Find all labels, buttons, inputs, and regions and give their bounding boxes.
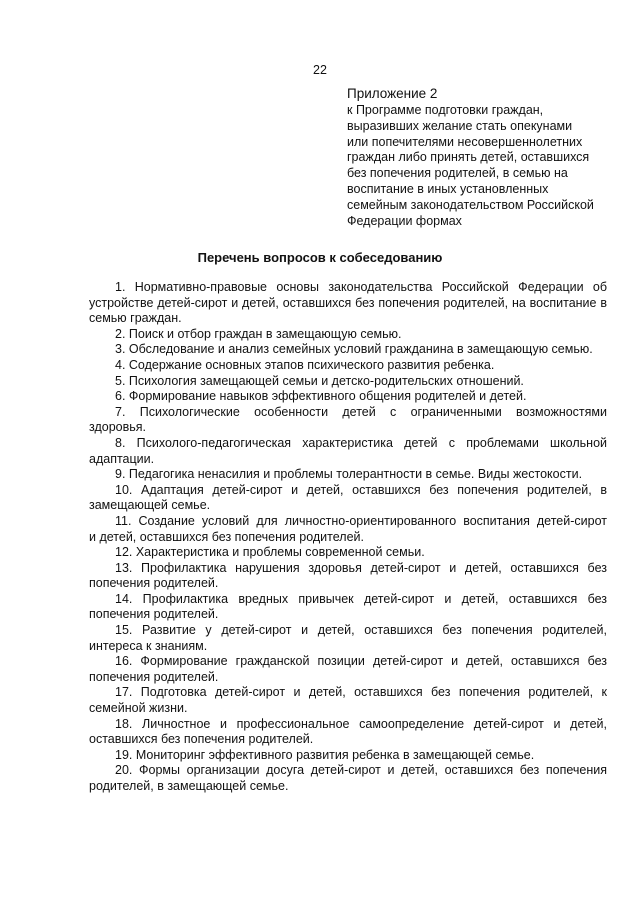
appendix-line: граждан либо принять детей, оставшихся <box>347 150 590 165</box>
question-line: 1. Нормативно-правовые основы законодательства Российской Федерации об <box>115 280 607 294</box>
question-item <box>89 654 607 685</box>
question-line: здоровья. <box>89 420 147 435</box>
question-line: 12. Характеристика и проблемы современной семьи. <box>115 545 425 560</box>
appendix-title: Приложение 2 <box>347 86 438 101</box>
question-item <box>89 374 607 390</box>
question-line: адаптации. <box>89 451 155 466</box>
document-title: Перечень вопросов к собеседованию <box>197 250 443 265</box>
appendix-line: семейным законодательством Российской <box>347 197 594 212</box>
question-line: оставшихся без попечения родителей. <box>89 732 314 747</box>
question-line: 19. Мониторинг эффективного развития ребенка в замещающей семье. <box>115 747 535 762</box>
question-item <box>89 748 607 764</box>
question-item <box>89 685 607 716</box>
question-item <box>89 280 607 327</box>
question-line: 2. Поиск и отбор граждан в замещающую семью. <box>115 326 402 341</box>
appendix-line: выразивших желание стать опекунами <box>347 118 573 133</box>
question-line: интереса к знаниям. <box>89 638 208 653</box>
question-item <box>89 389 607 405</box>
question-line: 9. Педагогика ненасилия и проблемы толерантности в семье. Виды жестокости. <box>115 467 583 482</box>
appendix-line: Федерации формах <box>347 213 462 228</box>
question-item <box>89 342 607 358</box>
question-item <box>89 561 607 592</box>
question-line: 18. Личностное и профессиональное самоопределение детей-сирот и детей, <box>115 716 607 731</box>
question-item <box>89 467 607 483</box>
question-line: 13. Профилактика нарушения здоровья детей-сирот и детей, оставшихся без <box>115 560 607 575</box>
question-line: 5. Психология замещающей семьи и детско-родительских отношений. <box>115 373 524 388</box>
question-line: попечения родителей. <box>89 669 219 684</box>
question-line: и детей, оставшихся без попечения родителей. <box>89 529 364 544</box>
question-list <box>89 280 607 795</box>
question-item <box>89 763 607 794</box>
question-item <box>89 405 607 436</box>
question-line: родителей, в замещающей семье. <box>89 779 289 793</box>
appendix-block <box>347 85 615 229</box>
question-item <box>89 514 607 545</box>
question-item <box>89 623 607 654</box>
question-line: 15. Развитие у детей-сирот и детей, оставшихся без попечения родителей, <box>115 623 607 638</box>
page-number: 22 <box>313 63 327 77</box>
question-line: семейной жизни. <box>89 701 188 716</box>
question-line: 10. Адаптация детей-сирот и детей, оставшихся без попечения родителей, в <box>115 482 607 497</box>
appendix-line: воспитание в иных установленных <box>347 181 549 196</box>
question-item <box>89 436 607 467</box>
question-line: 20. Формы организации досуга детей-сирот и детей, оставшихся без попечения <box>115 763 607 778</box>
appendix-line: или попечителями несовершеннолетних <box>347 134 583 149</box>
question-line: семью граждан. <box>89 311 182 326</box>
question-line: 17. Подготовка детей-сирот и детей, оставшихся без попечения родителей, к <box>115 685 607 700</box>
question-item <box>89 358 607 374</box>
question-line: замещающей семье. <box>89 498 211 513</box>
question-item <box>89 592 607 623</box>
question-line: 11. Создание условий для личностно-ориентированного воспитания детей-сирот <box>115 513 607 528</box>
question-line: устройстве детей-сирот и детей, оставшихся без попечения родителей, на воспитание в <box>89 295 607 310</box>
appendix-line: к Программе подготовки граждан, <box>347 103 544 117</box>
question-item <box>89 483 607 514</box>
question-line: 4. Содержание основных этапов психического развития ребенка. <box>115 357 495 372</box>
question-line: 14. Профилактика вредных привычек детей-сирот и детей, оставшихся без <box>115 591 607 606</box>
question-line: 6. Формирование навыков эффективного общения родителей и детей. <box>115 389 527 404</box>
question-line: 8. Психолого-педагогическая характеристика детей с проблемами школьной <box>115 435 607 450</box>
question-item <box>89 327 607 343</box>
question-line: попечения родителей. <box>89 576 219 591</box>
question-line: 7. Психологические особенности детей с ограниченными возможностями <box>115 404 607 419</box>
question-line: 3. Обследование и анализ семейных условий гражданина в замещающую семью. <box>115 342 593 357</box>
question-item <box>89 717 607 748</box>
appendix-line: без попечения родителей, в семью на <box>347 166 568 181</box>
question-line: 16. Формирование гражданской позиции детей-сирот и детей, оставшихся без <box>115 654 607 669</box>
question-item <box>89 545 607 561</box>
question-line: попечения родителей. <box>89 607 219 622</box>
